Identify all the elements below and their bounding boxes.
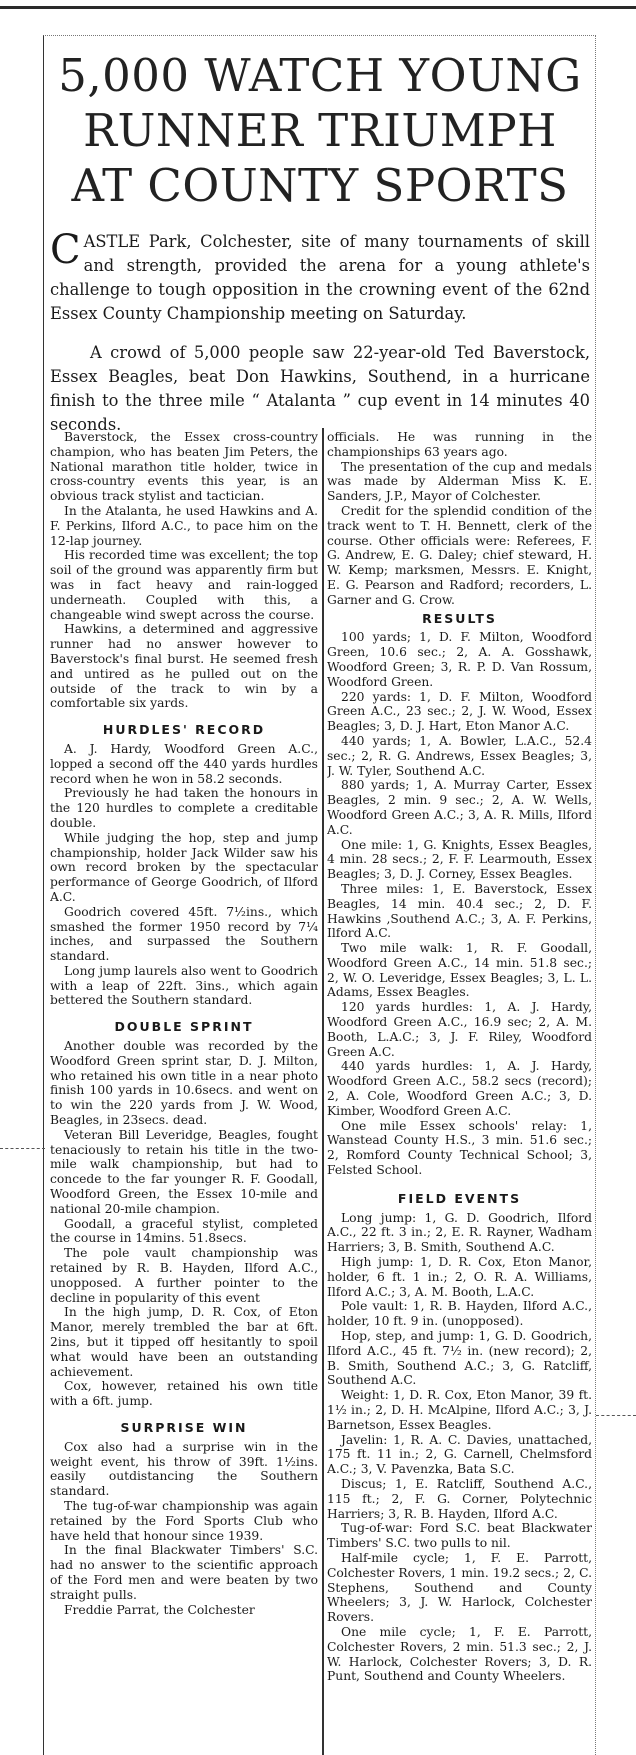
body-paragraph: Goodall, a graceful stylist, completed the course in 14mins. 51.8secs. bbox=[50, 1216, 318, 1246]
body-paragraph: Veteran Bill Leveridge, Beagles, fought tenaciously to retain his title in the two-mile walk championship, but had to concede to the far younger R. F. Goodall, Woodford Green, the Essex 10-mile and national 20-mile champion. bbox=[50, 1127, 318, 1216]
body-paragraph: The presentation of the cup and medals was made by Alderman Miss K. E. Sanders, J.P., Mayor of Colchester. bbox=[327, 459, 592, 504]
body-paragraph: In the final Blackwater Timbers' S.C. had no answer to the scientific approach of the Ford men and were beaten by two straight pulls. bbox=[50, 1543, 318, 1602]
subheading-double-sprint: DOUBLE SPRINT bbox=[114, 1019, 254, 1035]
field-result-entry: Weight: 1, D. R. Cox, Eton Manor, 39 ft. 1½ in.; 2, D. H. McAlpine, Ilford A.C.; 3, J. Barnetson, Essex Beagles. bbox=[327, 1388, 592, 1432]
result-entry: Three miles: 1, E. Baverstock, Essex Beagles, 14 min. 40.4 sec.; 2, D. F. Hawkins ,Southend A.C.; 3, A. F. Perkins, Ilford A.C. bbox=[327, 881, 592, 941]
body-paragraph: Baverstock, the Essex cross-country champion, who has beaten Jim Peters, the National marathon title holder, twice in cross-country events this year, is an obvious track stylist and tactician. bbox=[50, 430, 318, 504]
lead-paragraph-1 bbox=[50, 227, 590, 326]
body-paragraph: Credit for the splendid condition of the track went to T. H. Bennett, clerk of the course. Other officials were: Referees, F. G. Andrew, E. G. Daley; chief steward, H. W. Kemp; marksmen, Messrs. E. Knight, E. G. Pearson and Radford; recorders, L. Garner and G. Crow. bbox=[327, 503, 592, 607]
lead-text: ASTLE Park, Colchester, site of many tournaments of skill and strength, provided the arena for a young athlete's challenge to tough opposition in the crowning event of the 62nd Essex County Championship meeting on Saturday. bbox=[50, 232, 590, 323]
field-result-entry: Long jump: 1, G. D. Goodrich, Ilford A.C., 22 ft. 3 in.; 2, E. R. Rayner, Wadham Harriers; 3, B. Smith, Southend A.C. bbox=[327, 1210, 592, 1255]
field-result-entry: One mile cycle; 1, F. E. Parrott, Colchester Rovers, 2 min. 51.3 sec.; 2, J. W. Harlock, Colchester Rovers; 3, D. R. Punt, Southend and County Wheelers. bbox=[327, 1624, 592, 1684]
body-paragraph: While judging the hop, step and jump championship, holder Jack Wilder saw his own record broken by the spectacular performance of George Goodrich, of Ilford A.C. bbox=[50, 830, 318, 904]
body-paragraph: Previously he had taken the honours in the 120 hurdles to complete a creditable double. bbox=[50, 786, 318, 830]
lead-paragraphs bbox=[50, 227, 590, 452]
field-result-entry: Discus; 1, E. Ratcliff, Southend A.C., 115 ft.; 2, F. G. Corner, Polytechnic Harriers; 3, R. B. Hayden, Ilford A.C. bbox=[327, 1476, 592, 1521]
body-paragraph: In the Atalanta, he used Hawkins and A. F. Perkins, Ilford A.C., to pace him on the 12-lap journey. bbox=[50, 503, 318, 548]
headline-line: RUNNER TRIUMPH bbox=[83, 104, 557, 157]
body-paragraph: Freddie Parrat, the Colchester bbox=[64, 1602, 255, 1617]
field-result-entry: Pole vault: 1, R. B. Hayden, Ilford A.C., holder, 10 ft. 9 in. (unopposed). bbox=[327, 1299, 592, 1329]
field-result-entry: Half-mile cycle; 1, F. E. Parrott, Colchester Rovers, 1 min. 19.2 secs.; 2, C. Stephens, Southend and County Wheelers; 3, J. W. Harlock, Colchester Rovers. bbox=[327, 1550, 592, 1625]
result-entry: 440 yards hurdles: 1, A. J. Hardy, Woodford Green A.C., 58.2 secs (record); 2, A. Cole, Woodford Green A.C.; 3, D. Kimber, Woodford Green A.C. bbox=[327, 1059, 592, 1118]
headline-line: AT COUNTY SPORTS bbox=[71, 159, 569, 212]
body-paragraph: Another double was recorded by the Woodford Green sprint star, D. J. Milton, who retained his own title in a near photo finish 100 yards in 10.6secs. and went on to win the 220 yards from J. W. Wood, Beagles, in 23secs. dead. bbox=[50, 1039, 318, 1128]
body-paragraph: A. J. Hardy, Woodford Green A.C., lopped a second off the 440 yards hurdles record when he won in 58.2 seconds. bbox=[50, 741, 318, 786]
body-paragraph: Cox, however, retained his own title with a 6ft. jump. bbox=[50, 1379, 318, 1409]
result-entry: 880 yards; 1, A. Murray Carter, Essex Beagles, 2 min. 9 sec.; 2, A. W. Wells, Woodford Green A.C.; 3, A. R. Mills, Ilford A.C. bbox=[327, 778, 592, 837]
subheading-results: RESULTS bbox=[422, 610, 497, 626]
body-paragraph: Hawkins, a determined and aggressive runner had no answer however to Baverstock's final burst. He seemed fresh and untired as he pulled out on the outside of the track to win by a comfortable six yards. bbox=[50, 622, 318, 711]
field-result-entry: Javelin: 1, R. A. C. Davies, unattached, 175 ft. 11 in.; 2, G. Carnell, Chelmsford A.C.; 3, V. Pavenzka, Bata S.C. bbox=[327, 1432, 592, 1477]
result-entry: 120 yards hurdles: 1, A. J. Hardy, Woodford Green A.C., 16.9 sec; 2, A. M. Booth, L.A.C.; 3, J. F. Riley, Woodford Green A.C. bbox=[327, 1000, 592, 1059]
column-divider bbox=[322, 428, 324, 1755]
body-paragraph: Goodrich covered 45ft. 7½ins., which smashed the former 1950 record by 7¼ inches, and surpassed the Southern standard. bbox=[50, 904, 318, 964]
headline-line: 5,000 WATCH YOUNG bbox=[58, 49, 582, 102]
top-rule bbox=[0, 6, 636, 9]
field-result-entry: Hop, step, and jump: 1, G. D. Goodrich, Ilford A.C., 45 ft. 7½ in. (new record); 2, B. Smith, Southend A.C.; 3, G. Ratcliff, Southend A.C. bbox=[327, 1329, 592, 1388]
continued-paragraph: officials. He was running in the championships 63 years ago. bbox=[327, 430, 592, 459]
subheading-surprise-win: SURPRISE WIN bbox=[120, 1420, 248, 1435]
field-result-entry: High jump: 1, D. R. Cox, Eton Manor, holder, 6 ft. 1 in.; 2, O. R. A. Williams, Ilford A.C.; 3, A. M. Booth, L.A.C. bbox=[327, 1255, 592, 1299]
headline bbox=[50, 48, 590, 213]
field-result-entry: Tug-of-war: Ford S.C. beat Blackwater Timbers' S.C. two pulls to nil. bbox=[327, 1521, 592, 1551]
body-paragraph: Cox also had a surprise win in the weight event, his throw of 39ft. 1½ins. easily outdistancing the Southern standard. bbox=[50, 1439, 318, 1499]
right-column bbox=[327, 430, 592, 1700]
body-paragraph: In the high jump, D. R. Cox, of Eton Manor, merely trembled the bar at 6ft. 2ins, but it tipped off hesitantly to spoil what would have been an outstanding achievement. bbox=[50, 1305, 318, 1379]
subheading-field-events: FIELD EVENTS bbox=[397, 1190, 522, 1206]
left-column bbox=[50, 430, 318, 1755]
column-cut-mark bbox=[0, 1148, 45, 1150]
subheading-hurdles-record: HURDLES' RECORD bbox=[102, 722, 266, 738]
result-entry: Two mile walk: 1, R. F. Goodall, Woodford Green A.C., 14 min. 51.8 sec.; 2, W. O. Leveridge, Essex Beagles; 3, L. L. Adams, Essex Beagles. bbox=[327, 941, 592, 1000]
result-entry: 220 yards: 1, D. F. Milton, Woodford Green A.C., 23 sec.; 2, J. W. Wood, Essex Beagles; 3, D. J. Hart, Eton Manor A.C. bbox=[327, 689, 592, 734]
result-entry: 100 yards; 1, D. F. Milton, Woodford Green, 10.6 sec.; 2, A. A. Gosshawk, Woodford Green; 3, R. P. D. Van Rossum, Woodford Green. bbox=[327, 630, 592, 689]
column-cut-mark bbox=[596, 1415, 636, 1417]
result-entry: 440 yards; 1, A. Bowler, L.A.C., 52.4 sec.; 2, R. G. Andrews, Essex Beagles; 3, J. W. Tyler, Southend A.C. bbox=[327, 733, 592, 778]
body-paragraph: Long jump laurels also went to Goodrich with a leap of 22ft. 3ins., which again bettered the Southern standard. bbox=[50, 963, 318, 1008]
result-entry: One mile: 1, G. Knights, Essex Beagles, 4 min. 28 secs.; 2, F. F. Learmouth, Essex Beagles; 3, D. J. Corney, Essex Beagles. bbox=[327, 837, 592, 882]
body-paragraph: The tug-of-war championship was again retained by the Ford Sports Club who have held that honour since 1939. bbox=[50, 1498, 318, 1543]
drop-cap: C bbox=[50, 227, 81, 273]
body-paragraph: The pole vault championship was retained by R. B. Hayden, Ilford A.C., unopposed. A further pointer to the decline in popularity of this event bbox=[50, 1246, 318, 1305]
body-paragraph: His recorded time was excellent; the top soil of the ground was apparently firm but was in fact heavy and rain-logged underneath. Coupled with this, a changeable wind swept across the course. bbox=[50, 548, 318, 622]
lead-paragraph-2: A crowd of 5,000 people saw 22-year-old Ted Baverstock, Essex Beagles, beat Don Hawkins, Southend, in a hurricane finish to the three mile “ Atalanta ” cup event in 14 minutes 40 seconds. bbox=[50, 343, 590, 434]
result-entry: One mile Essex schools' relay: 1, Wanstead County H.S., 3 min. 51.6 sec.; 2, Romford County Technical School; 3, Felsted School. bbox=[327, 1118, 592, 1178]
